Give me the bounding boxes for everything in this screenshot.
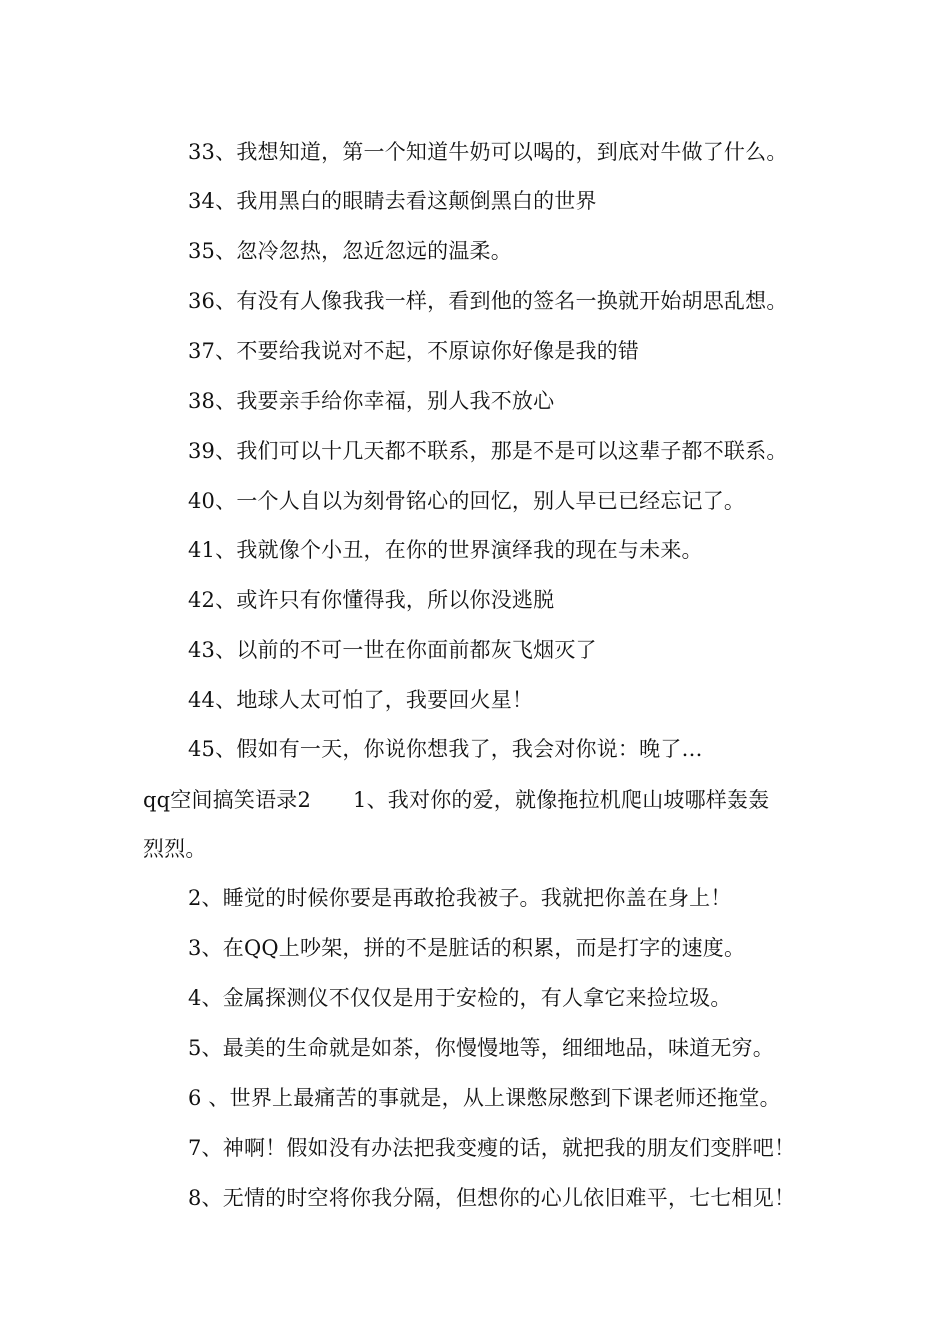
list-item: 3、在QQ上吵架，拼的不是脏话的积累，而是打字的速度。 xyxy=(188,936,746,960)
list-item: 41、我就像个小丑，在你的世界演绎我的现在与未来。 xyxy=(188,538,703,562)
list-item: 2、睡觉的时候你要是再敢抢我被子。我就把你盖在身上！ xyxy=(188,886,732,910)
section-heading-line xyxy=(0,786,950,814)
list-item: 36、有没有人像我我一样，看到他的签名一换就开始胡思乱想。 xyxy=(188,289,788,313)
list-item: 33、我想知道，第一个知道牛奶可以喝的，到底对牛做了什么。 xyxy=(188,140,788,164)
list-item-continuation: 烈烈。 xyxy=(143,837,207,861)
list-item: 44、地球人太可怕了，我要回火星！ xyxy=(188,688,534,712)
list-item: 7、神啊！假如没有办法把我变瘦的话，就把我的朋友们变胖吧！ xyxy=(188,1136,796,1160)
list-item: 42、或许只有你懂得我，所以你没逃脱 xyxy=(188,588,555,612)
list-item: 5、最美的生命就是如茶，你慢慢地等，细细地品，味道无穷。 xyxy=(188,1036,774,1060)
list-item: 45、假如有一天，你说你想我了，我会对你说：晚了… xyxy=(188,737,703,761)
list-item: 1、我对你的爱，就像拖拉机爬山坡哪样轰轰 xyxy=(353,788,770,812)
list-item: 4、金属探测仪不仅仅是用于安检的，有人拿它来捡垃圾。 xyxy=(188,986,732,1010)
section-heading: qq空间搞笑语录2 xyxy=(143,788,312,812)
list-item: 35、忽冷忽热，忽近忽远的温柔。 xyxy=(188,239,512,263)
list-item: 8、无情的时空将你我分隔，但想你的心儿依旧难平，七七相见！ xyxy=(188,1186,796,1210)
list-item: 38、我要亲手给你幸福，别人我不放心 xyxy=(188,389,555,413)
list-item: 34、我用黑白的眼睛去看这颠倒黑白的世界 xyxy=(188,189,597,213)
list-item: 39、我们可以十几天都不联系，那是不是可以这辈子都不联系。 xyxy=(188,439,788,463)
list-item: 43、以前的不可一世在你面前都灰飞烟灭了 xyxy=(188,638,597,662)
list-item: 37、不要给我说对不起，不原谅你好像是我的错 xyxy=(188,339,640,363)
list-item: 40、一个人自以为刻骨铭心的回忆，别人早已已经忘记了。 xyxy=(188,489,746,513)
list-item: 6 、世界上最痛苦的事就是，从上课憋尿憋到下课老师还拖堂。 xyxy=(188,1086,781,1110)
